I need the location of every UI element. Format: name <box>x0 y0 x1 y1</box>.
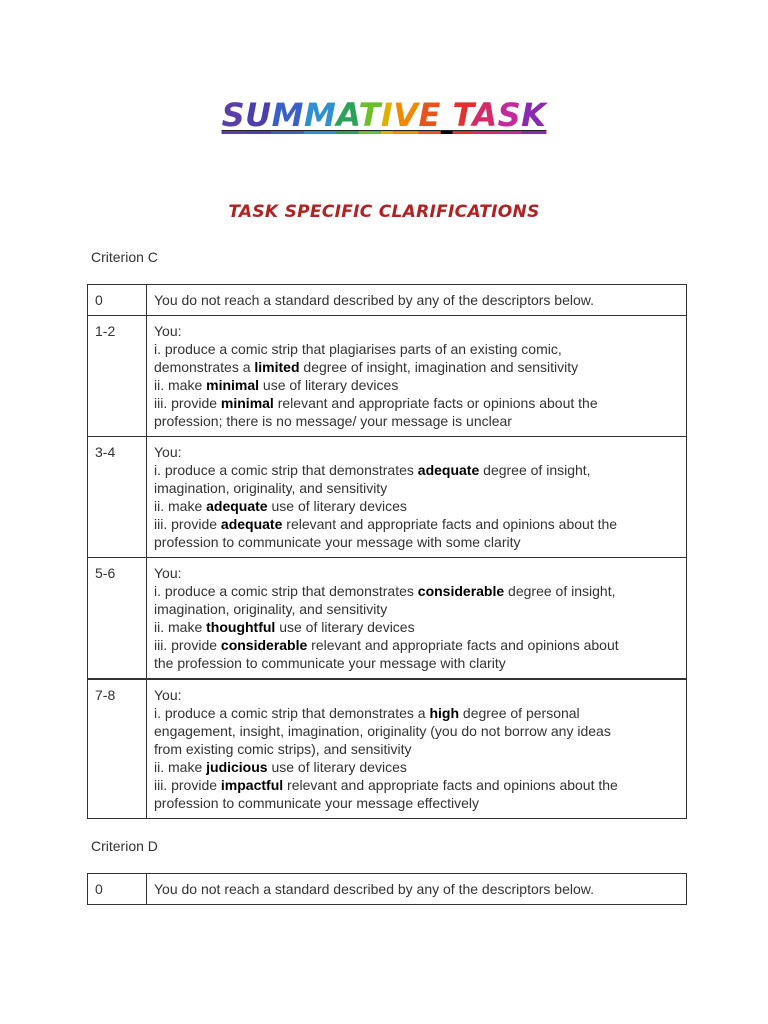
title-letter: T <box>452 96 473 134</box>
descriptor-line: ii. make thoughtful use of literary devices <box>154 619 415 635</box>
criterion-d-label: Criterion D <box>91 838 158 854</box>
descriptor <box>147 285 687 316</box>
rubric-row <box>88 874 687 905</box>
descriptor-line: ii. make minimal use of literary devices <box>154 377 399 393</box>
descriptor-line: imagination, originality, and sensitivity <box>154 601 388 617</box>
descriptor-line: iii. provide adequate relevant and appropriate facts and opinions about the <box>154 516 618 532</box>
descriptor-line: You do not reach a standard described by any of the descriptors below. <box>154 881 594 897</box>
criterion-c-label: Criterion C <box>91 249 158 265</box>
descriptor-line: from existing comic strips), and sensitivity <box>154 741 412 757</box>
descriptor-line: You: <box>154 444 182 460</box>
descriptor-line: profession to communicate your message with some clarity <box>154 534 521 550</box>
title-letter: K <box>521 96 547 134</box>
descriptor-line: ii. make adequate use of literary devices <box>154 498 407 514</box>
section-subtitle: TASK SPECIFIC CLARIFICATIONS <box>228 202 540 222</box>
criterion-d-table <box>87 873 687 905</box>
descriptor <box>147 316 687 437</box>
descriptor-line: iii. provide minimal relevant and appropriate facts or opinions about the <box>154 395 598 411</box>
title-letter: V <box>393 96 419 134</box>
descriptor-line: i. produce a comic strip that demonstrates a high degree of personal <box>154 705 580 721</box>
score-band: 1-2 <box>88 316 147 437</box>
title-letter: T <box>358 96 381 134</box>
descriptor-line: iii. provide impactful relevant and appropriate facts and opinions about the <box>154 777 618 793</box>
descriptor <box>147 558 687 680</box>
title-letter: M <box>303 96 337 134</box>
descriptor-line: iii. provide considerable relevant and appropriate facts and opinions about <box>154 637 619 653</box>
title-letter: M <box>271 96 304 134</box>
title-letter: S <box>497 96 522 134</box>
title-letter: I <box>380 96 394 134</box>
criterion-c-table <box>87 284 687 819</box>
descriptor-line: profession to communicate your message effectively <box>154 795 480 811</box>
descriptor-line: i. produce a comic strip that demonstrates adequate degree of insight, <box>154 462 591 478</box>
descriptor <box>147 437 687 558</box>
descriptor-line: profession; there is no message/ your message is unclear <box>154 413 512 429</box>
rubric-row <box>88 437 687 558</box>
descriptor-line: You do not reach a standard described by any of the descriptors below. <box>154 292 594 308</box>
title-letter <box>441 96 453 134</box>
score-band: 7-8 <box>88 679 147 819</box>
score-band: 0 <box>88 285 147 316</box>
descriptor-line: You: <box>154 687 182 703</box>
descriptor-line: demonstrates a limited degree of insight, imagination and sensitivity <box>154 359 579 375</box>
document-title <box>0 96 768 134</box>
title-letter: U <box>245 96 272 134</box>
descriptor-line: engagement, insight, imagination, originality (you do not borrow any ideas <box>154 723 611 739</box>
descriptor-line: You: <box>154 565 182 581</box>
descriptor-line: i. produce a comic strip that demonstrates considerable degree of insight, <box>154 583 616 599</box>
descriptor-line: the profession to communicate your message with clarity <box>154 655 506 671</box>
score-band: 0 <box>88 874 147 905</box>
descriptor-line: i. produce a comic strip that plagiarises parts of an existing comic, <box>154 341 562 357</box>
rubric-row <box>88 285 687 316</box>
descriptor <box>147 874 687 905</box>
descriptor-line: ii. make judicious use of literary devices <box>154 759 407 775</box>
score-band: 3-4 <box>88 437 147 558</box>
rubric-row <box>88 316 687 437</box>
title-letter: A <box>472 96 498 134</box>
title-letter: E <box>418 96 441 134</box>
rubric-row <box>88 679 687 819</box>
rubric-row <box>88 558 687 680</box>
descriptor-line: You: <box>154 323 182 339</box>
title-letter: S <box>221 96 246 134</box>
title-letter: A <box>336 96 359 134</box>
descriptor-line: imagination, originality, and sensitivity <box>154 480 388 496</box>
descriptor <box>147 679 687 819</box>
score-band: 5-6 <box>88 558 147 680</box>
